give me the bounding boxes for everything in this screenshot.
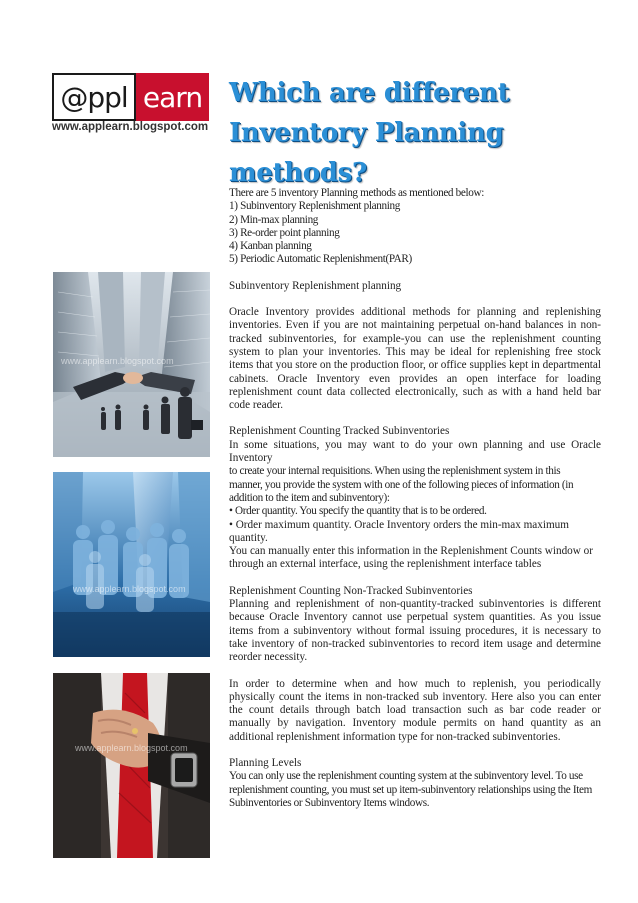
page-title (229, 73, 619, 193)
section-4-body: In order to determine when and how much to replenish, you periodically physically count the items in non-tracked sub inventory. Here also you can enter the count details through batch load transaction such as bar code reader or manually by navigation. Inventory module permits on hand quantity as an additional replenishment information type for non-tracked subinventories. (229, 677, 601, 743)
section-5-heading: Planning Levels (229, 756, 302, 769)
section-1-heading: Subinventory Replenishment planning (229, 279, 402, 292)
intro-block (229, 187, 601, 267)
photo1-watermark: www.applearn.blogspot.com (61, 356, 174, 366)
team-photo (53, 472, 210, 657)
section-1-body: Oracle Inventory provides additional methods for planning and replenishing inventories. Even if you are not maintaining perpetual on-hand balances in non-tracked subinventories, for example-you can use the replenishment counting system to plan your inventories. This may be ideal for replenishing free stock items that you store on the production floor, or office supplies kept in departmental cabinets. Oracle Inventory even provides an open interface for loading replenishment count data collected electronically, such as with a hand held bar code reader. (229, 306, 601, 412)
title-line-2: Inventory Planning methods? (229, 118, 504, 188)
method-item-4: 4) Kanban planning (229, 240, 312, 253)
section-5-line-1: You can only use the replenishment counting system at the subinventory level. To use (229, 770, 583, 783)
logo-right-text: earn (136, 73, 209, 121)
section-3-body: Planning and replenishment of non-quantity-tracked subinventories is different because Oracle Inventory cannot use perpetual system quantities. As you issue items from a subinventory without formal issuing procedures, it is necessary to take inventory of non-tracked subinventories to record item usage and determine reorder necessity. (229, 598, 601, 664)
section-2-line-1: In some situations, you may want to do your own planning and use Oracle Inventory (229, 438, 601, 465)
logo-left-text: @ppl (52, 73, 136, 121)
photo2-watermark: www.applearn.blogspot.com (73, 584, 186, 594)
section-2-line-2: to create your internal requisitions. When using the replenishment system in this (229, 465, 561, 478)
section-5 (229, 757, 601, 810)
section-5-line-2: replenishment counting, you must set up item-subinventory relationships using the Item Subinventories or Subinventory Items windows. (229, 783, 592, 809)
intro-lead: There are 5 inventory Planning methods as mentioned below: (229, 187, 484, 199)
applearn-logo (52, 73, 209, 119)
section-2 (229, 425, 601, 571)
section-2-bullet-2: • Order maximum quantity. Oracle Inventory orders the min-max maximum quantity. (229, 518, 569, 544)
title-line-1: Which are different (229, 78, 510, 108)
section-2-bullet-1: • Order quantity. You specify the quantity that is to be ordered. (229, 505, 487, 518)
section-2-line-3: manner, you provide the system with one of the following pieces of information (in (229, 478, 574, 491)
method-item-3: 3) Re-order point planning (229, 226, 340, 239)
section-3 (229, 585, 601, 665)
method-item-5: 5) Periodic Automatic Replenishment(PAR) (229, 253, 412, 266)
section-3-heading: Replenishment Counting Non-Tracked Subinventories (229, 584, 473, 597)
section-2-line-4: addition to the item and subinventory): (229, 491, 390, 504)
logo-url: www.applearn.blogspot.com (52, 121, 209, 133)
photo3-watermark: www.applearn.blogspot.com (75, 743, 188, 753)
businessman-photo (53, 673, 210, 858)
article-body (229, 187, 601, 823)
handshake-photo (53, 272, 210, 457)
method-item-2: 2) Min-max planning (229, 213, 319, 226)
section-2-heading: Replenishment Counting Tracked Subinventories (229, 425, 450, 438)
method-item-1: 1) Subinventory Replenishment planning (229, 200, 400, 213)
section-2-line-7: You can manually enter this information in the Replenishment Counts window or through an external interface, using the replenishment interface tables (229, 545, 593, 571)
